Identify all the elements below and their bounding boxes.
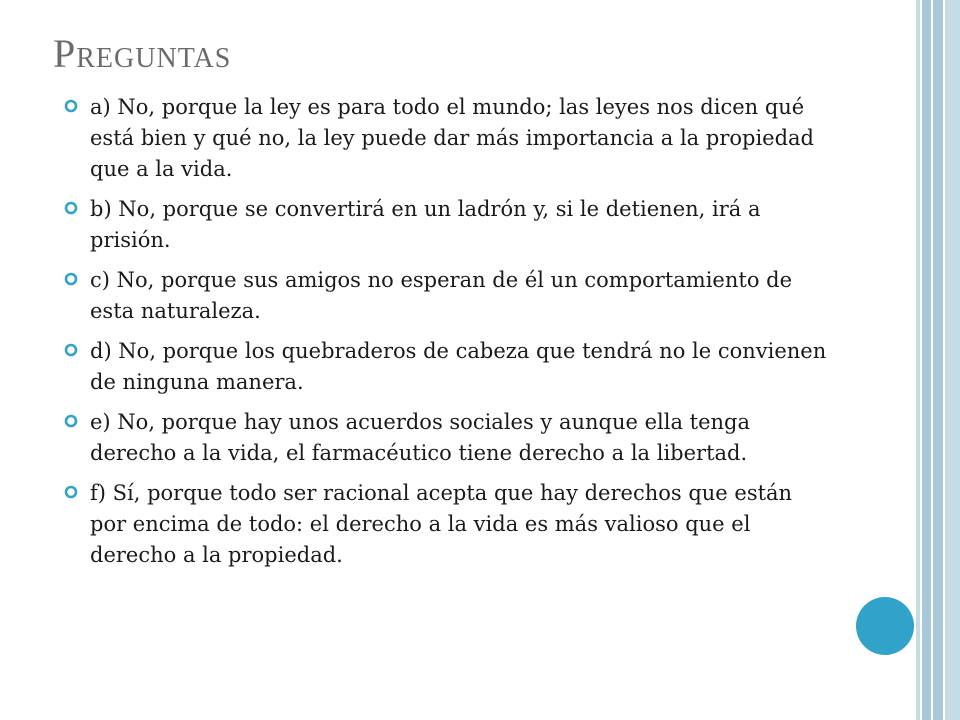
list-item-f bbox=[60, 478, 830, 571]
list-item-text: d) No, porque los quebraderos de cabeza que tendrá no le convienen de ninguna manera. bbox=[90, 339, 827, 394]
list-item-e bbox=[60, 407, 830, 469]
circle-ring-icon bbox=[64, 99, 78, 113]
decorative-side-stripes bbox=[916, 0, 960, 720]
slide-title: Preguntas bbox=[53, 31, 232, 76]
circle-ring-icon bbox=[64, 272, 78, 286]
decorative-circle bbox=[856, 597, 914, 655]
circle-ring-icon bbox=[64, 343, 78, 357]
list-item-text: f) Sí, porque todo ser racional acepta que hay derechos que están por encima de todo: el derecho a la vida es más valioso que el derecho a la propiedad. bbox=[90, 481, 793, 567]
list-item-text: a) No, porque la ley es para todo el mundo; las leyes nos dicen qué está bien y qué no, la ley puede dar más importancia a la propiedad que a la vida. bbox=[90, 95, 814, 181]
list-item-d bbox=[60, 336, 830, 398]
circle-ring-icon bbox=[64, 414, 78, 428]
list-item-text: e) No, porque hay unos acuerdos sociales y aunque ella tenga derecho a la vida, el farmacéutico tiene derecho a la libertad. bbox=[90, 410, 751, 465]
list-item-text: b) No, porque se convertirá en un ladrón y, si le detienen, irá a prisión. bbox=[90, 197, 761, 252]
list-item-text: c) No, porque sus amigos no esperan de él un comportamiento de esta naturaleza. bbox=[90, 268, 793, 323]
list-item-a bbox=[60, 92, 830, 185]
list-item-b bbox=[60, 194, 830, 256]
circle-ring-icon bbox=[64, 485, 78, 499]
answer-list bbox=[60, 92, 830, 580]
circle-ring-icon bbox=[64, 201, 78, 215]
list-item-c bbox=[60, 265, 830, 327]
